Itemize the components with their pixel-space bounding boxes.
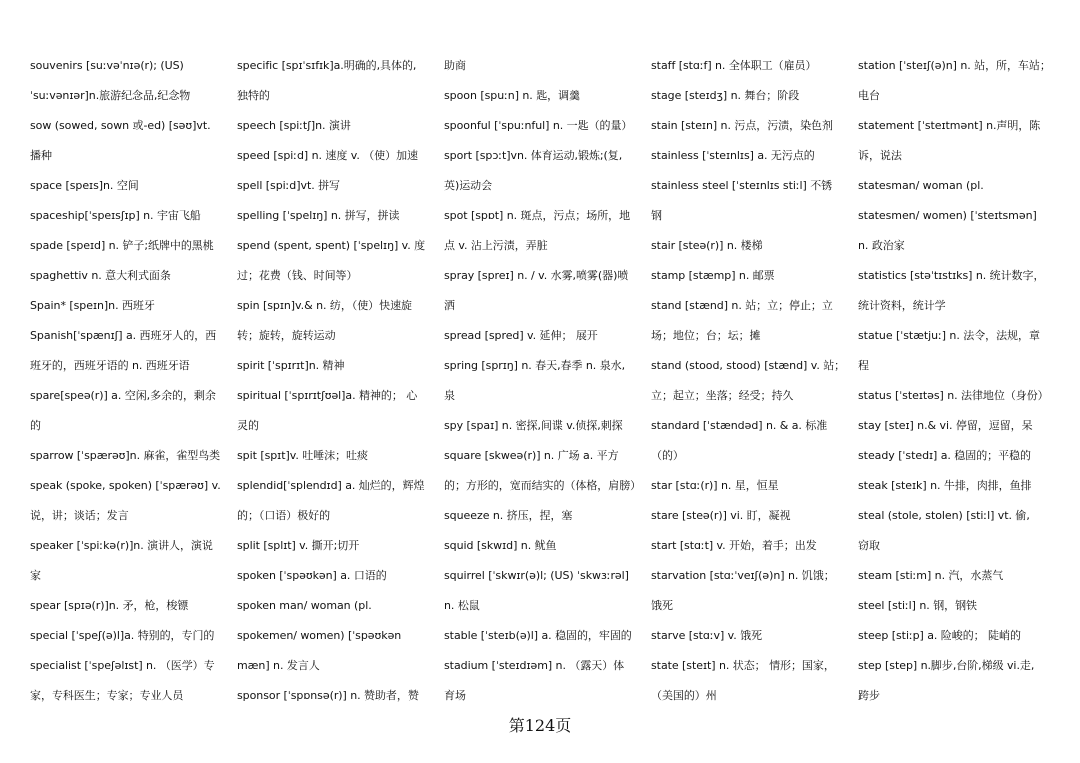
entry-line: 助商 (444, 59, 466, 72)
entry-line: speed [spiːd] n. 速度 v. （使）加速 (237, 149, 418, 162)
column-3 (444, 53, 651, 713)
entry-line: sport [spɔːt]vn. 体育运动,锻炼;(复, (444, 149, 623, 162)
entry-line: （美国的）州 (651, 689, 717, 702)
entry-line: spade [speɪd] n. 铲子;纸牌中的黑桃 (30, 239, 214, 252)
entry-line: spelling [ˈspelɪŋ] n. 拼写，拼读 (237, 209, 400, 222)
entry-line: steak [steɪk] n. 牛排，肉排，鱼排 (858, 479, 1032, 492)
entry-line: steam [stiːm] n. 汽，水蒸气 (858, 569, 1004, 582)
entry-line: 说，讲；谈话；发言 (30, 509, 129, 522)
entry-line: standard [ˈstændəd] n. & a. 标准 (651, 419, 828, 432)
entry-line: stare [steə(r)] vi. 盯，凝视 (651, 509, 791, 522)
entry-line: spin [spɪn]v.& n. 纺，（使）快速旋 (237, 299, 412, 312)
entry-line: spread [spred] v. 延伸； 展开 (444, 329, 598, 342)
entry-line: squirrel [ˈskwɪr(ə)l; (US) ˈskwɜːrəl] (444, 569, 629, 582)
entry-line: 家 (30, 569, 41, 582)
entry-line: 诉，说法 (858, 149, 902, 162)
entry-line: 的；方形的，宽而结实的（体格，肩膀） (444, 479, 642, 492)
entry-line: 灵的 (237, 419, 259, 432)
entry-line: 的 (30, 419, 41, 432)
entry-line: spaghettiv n. 意大利式面条 (30, 269, 171, 282)
entry-line: squid [skwɪd] n. 鱿鱼 (444, 539, 557, 552)
entry-line: spare[speə(r)] a. 空闲,多余的，剩余 (30, 389, 216, 402)
entry-line: steal (stole, stolen) [stiːl] vt. 偷, (858, 509, 1030, 522)
entry-line: stainless steel [ˈsteɪnlɪs stiːl] 不锈 (651, 179, 833, 192)
entry-line: star [stɑː(r)] n. 星，恒星 (651, 479, 779, 492)
entry-line: steel [stiːl] n. 钢，钢铁 (858, 599, 977, 612)
entry-line: stain [steɪn] n. 污点，污渍，染色剂 (651, 119, 833, 132)
entry-line: spend (spent, spent) [ˈspelɪŋ] v. 度 (237, 239, 426, 252)
entry-line: 钢 (651, 209, 662, 222)
entry-line: 家，专科医生；专家；专业人员 (30, 689, 184, 702)
entry-line: sparrow [ˈspærəʊ]n. 麻雀，雀型鸟类 (30, 449, 221, 462)
entry-line: stand [stænd] n. 站；立；停止；立 (651, 299, 833, 312)
entry-line: 育场 (444, 689, 466, 702)
entry-line: sow (sowed, sown 或-ed) [səʊ]vt. (30, 119, 211, 132)
entry-line: stable [ˈsteɪb(ə)l] a. 稳固的，牢固的 (444, 629, 632, 642)
column-1 (30, 53, 237, 713)
entry-line: 洒 (444, 299, 455, 312)
entry-line: step [step] n.脚步,台阶,梯级 vi.走, (858, 659, 1035, 672)
entry-line: spokemen/ women) [ˈspəʊkən (237, 629, 402, 642)
entry-line: spear [spɪə(r)]n. 矛，枪，梭镖 (30, 599, 189, 612)
entry-line: starvation [stɑːˈveɪʃ(ə)n] n. 饥饿； (651, 569, 835, 582)
entry-line: specific [spɪˈsɪfɪk]a.明确的,具体的, (237, 59, 417, 72)
entry-line: spoon [spuːn] n. 匙，调羹 (444, 89, 580, 102)
entry-line: n. 政治家 (858, 239, 905, 252)
entry-line: statistics [stəˈtɪstɪks] n. 统计数字， (858, 269, 1045, 282)
entry-line: 班牙的，西班牙语的 n. 西班牙语 (30, 359, 190, 372)
entry-line: squeeze n. 挤压，捏，塞 (444, 509, 573, 522)
entry-line: 电台 (858, 89, 880, 102)
entry-line: square [skweə(r)] n. 广场 a. 平方 (444, 449, 619, 462)
entry-line: 的；（口语）极好的 (237, 509, 331, 522)
entry-line: statement [ˈsteɪtmənt] n.声明，陈 (858, 119, 1041, 132)
entry-line: mæn] n. 发言人 (237, 659, 320, 672)
entry-line: n. 松鼠 (444, 599, 480, 612)
column-2 (237, 53, 444, 713)
entry-line: 窃取 (858, 539, 880, 552)
entry-line: （的） (651, 449, 684, 462)
vocabulary-columns (30, 53, 1065, 713)
entry-line: speaker [ˈspiːkə(r)]n. 演讲人，演说 (30, 539, 213, 552)
column-4 (651, 53, 858, 713)
entry-line: speech [spiːtʃ]n. 演讲 (237, 119, 351, 132)
entry-line: specialist [ˈspeʃəlɪst] n. （医学）专 (30, 659, 215, 672)
entry-line: steady [ˈstedɪ] a. 稳固的；平稳的 (858, 449, 1031, 462)
entry-line: spy [spaɪ] n. 密探,间谍 v.侦探,刺探 (444, 419, 623, 432)
entry-line: state [steɪt] n. 状态； 情形；国家， (651, 659, 835, 672)
entry-line: speak (spoke, spoken) [ˈspærəʊ] v. (30, 479, 221, 492)
entry-line: stamp [stæmp] n. 邮票 (651, 269, 775, 282)
entry-line: statesman/ woman (pl. (858, 179, 984, 192)
entry-line: stainless [ˈsteɪnlɪs] a. 无污点的 (651, 149, 815, 162)
entry-line: 立；起立；坐落；经受；持久 (651, 389, 794, 402)
entry-line: spoken man/ woman (pl. (237, 599, 372, 612)
entry-line: 跨步 (858, 689, 880, 702)
entry-line: Spanish[ˈspænɪʃ] a. 西班牙人的，西 (30, 329, 217, 342)
entry-line: 独特的 (237, 89, 270, 102)
entry-line: statue [ˈstætjuː] n. 法令，法规，章 (858, 329, 1040, 342)
entry-line: 饿死 (651, 599, 673, 612)
entry-line: ˈsuːvənɪər]n.旅游纪念品,纪念物 (30, 89, 191, 102)
entry-line: stage [steɪdʒ] n. 舞台；阶段 (651, 89, 800, 102)
entry-line: souvenirs [suːvəˈnɪə(r); (US) (30, 59, 184, 72)
entry-line: split [splɪt] v. 撕开;切开 (237, 539, 360, 552)
entry-line: 点 v. 沾上污渍，弄脏 (444, 239, 548, 252)
entry-line: 转；旋转，旋转运动 (237, 329, 336, 342)
entry-line: spit [spɪt]v. 吐唾沫；吐痰 (237, 449, 368, 462)
entry-line: space [speɪs]n. 空间 (30, 179, 139, 192)
entry-line: status [ˈsteɪtəs] n. 法律地位（身份） (858, 389, 1049, 402)
entry-line: 泉 (444, 389, 455, 402)
entry-line: staff [stɑːf] n. 全体职工（雇员） (651, 59, 817, 72)
entry-line: start [stɑːt] v. 开始，着手；出发 (651, 539, 817, 552)
entry-line: spaceship[ˈspeɪsʃɪp] n. 宇宙飞船 (30, 209, 201, 222)
entry-line: spirit [ˈspɪrɪt]n. 精神 (237, 359, 345, 372)
entry-line: 统计资料，统计学 (858, 299, 946, 312)
entry-line: 程 (858, 359, 869, 372)
page-number: 第124页 (508, 716, 572, 735)
entry-line: steep [stiːp] a. 险峻的； 陡峭的 (858, 629, 1021, 642)
entry-line: spoonful [ˈspuːnful] n. 一匙（的量） (444, 119, 633, 132)
entry-line: Spain* [speɪn]n. 西班牙 (30, 299, 155, 312)
entry-line: stay [steɪ] n.& vi. 停留，逗留，呆 (858, 419, 1033, 432)
entry-line: spiritual [ˈspɪrɪtʃʊəl]a. 精神的； 心 (237, 389, 418, 402)
entry-line: special [ˈspeʃ(ə)l]a. 特别的，专门的 (30, 629, 215, 642)
entry-line: 过；花费（钱、时间等） (237, 269, 358, 282)
entry-line: 播种 (30, 149, 52, 162)
entry-line: spoken [ˈspəʊkən] a. 口语的 (237, 569, 387, 582)
entry-line: spell [spiːd]vt. 拼写 (237, 179, 340, 192)
entry-line: 英)运动会 (444, 179, 493, 192)
entry-line: splendid[ˈsplendɪd] a. 灿烂的，辉煌 (237, 479, 425, 492)
entry-line: starve [stɑːv] v. 饿死 (651, 629, 763, 642)
entry-line: station [ˈsteɪʃ(ə)n] n. 站，所，车站； (858, 59, 1051, 72)
column-5 (858, 53, 1065, 713)
entry-line: stand (stood, stood) [stænd] v. 站； (651, 359, 846, 372)
entry-line: spot [spɒt] n. 斑点，污点；场所，地 (444, 209, 631, 222)
entry-line: 场；地位；台；坛；摊 (651, 329, 761, 342)
entry-line: spring [sprɪŋ] n. 春天,春季 n. 泉水, (444, 359, 626, 372)
entry-line: sponsor [ˈspɒnsə(r)] n. 赞助者，赞 (237, 689, 419, 702)
entry-line: stadium [ˈsteɪdɪəm] n. （露天）体 (444, 659, 625, 672)
entry-line: stair [steə(r)] n. 楼梯 (651, 239, 763, 252)
entry-line: spray [spreɪ] n. / v. 水雾,喷雾(器)喷 (444, 269, 629, 282)
entry-line: statesmen/ women) [ˈsteɪtsmən] (858, 209, 1037, 222)
